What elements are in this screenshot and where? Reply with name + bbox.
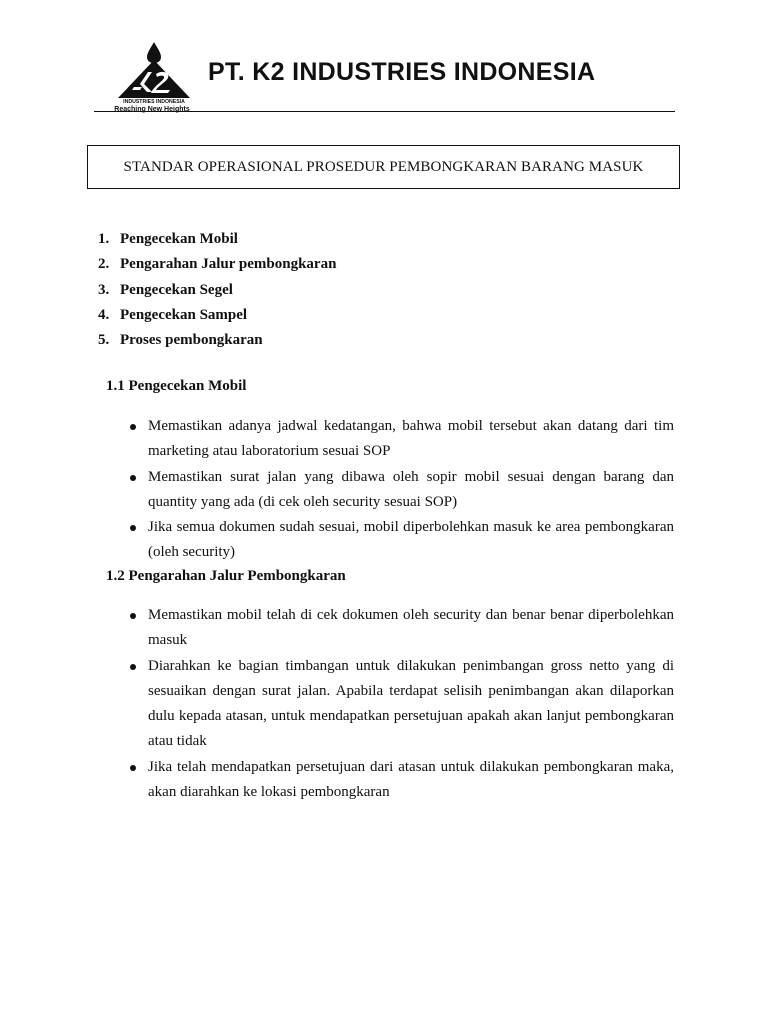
step-number: 4. <box>98 307 110 324</box>
bullet-icon <box>130 424 136 430</box>
step-number: 3. <box>98 281 110 298</box>
list-item <box>128 414 674 465</box>
header-divider <box>94 111 675 112</box>
list-item <box>128 603 674 654</box>
section-heading-pengecekan-mobil: 1.1 Pengecekan Mobil <box>106 378 247 394</box>
k2-logo-icon <box>104 40 200 114</box>
step-item <box>98 278 336 303</box>
bullet-text: Memastikan surat jalan yang dibawa oleh sopir mobil sesuai dengan barang dan quantity yang ada (di cek oleh security sesuai SOP) <box>148 468 674 510</box>
bullet-icon <box>130 525 136 531</box>
step-label: Pengarahan Jalur pembongkaran <box>120 256 337 273</box>
bullet-text: Jika semua dokumen sudah sesuai, mobil diperbolehkan masuk ke area pembongkaran (oleh security) <box>148 519 674 561</box>
list-item <box>128 465 674 516</box>
step-item <box>98 227 336 252</box>
bullet-icon <box>130 475 136 481</box>
section-1-bullet-list <box>128 414 674 566</box>
step-item <box>98 328 336 353</box>
step-label: Pengecekan Sampel <box>120 307 248 324</box>
step-label: Pengecekan Segel <box>120 281 233 298</box>
bullet-icon <box>130 664 136 670</box>
step-number: 5. <box>98 332 110 349</box>
step-number: 1. <box>98 231 110 248</box>
bullet-icon <box>130 765 136 771</box>
step-item <box>98 303 336 328</box>
list-item <box>128 515 674 566</box>
bullet-icon <box>130 613 136 619</box>
step-label: Pengecekan Mobil <box>120 231 238 248</box>
step-item <box>98 252 336 277</box>
list-item <box>128 755 674 806</box>
bullet-text: Jika telah mendapatkan persetujuan dari atasan untuk dilakukan pembongkaran maka, akan diarahkan ke lokasi pembongkaran <box>148 758 674 801</box>
document-title-box <box>87 145 680 189</box>
bullet-text: Memastikan mobil telah di cek dokumen oleh security dan benar benar diperbolehkan masuk <box>148 607 674 649</box>
bullet-text: Memastikan adanya jadwal kedatangan, bahwa mobil tersebut akan datang dari tim marketing atau laboratorium sesuai SOP <box>148 418 674 460</box>
step-label: Proses pembongkaran <box>120 332 263 349</box>
bullet-text: Diarahkan ke bagian timbangan untuk dilakukan penimbangan gross netto yang di sesuaikan dengan surat jalan. Apabila terdapat selisih penimbangan akan dilaporkan dulu kepada atasan, untuk mendapatkan persetujuan apakah akan lanjut pembongkaran atau tidak <box>148 657 674 750</box>
section-heading-pengarahan-jalur: 1.2 Pengarahan Jalur Pembongkaran <box>106 568 346 584</box>
step-number: 2. <box>98 256 110 273</box>
company-name: PT. K2 INDUSTRIES INDONESIA <box>208 58 596 86</box>
list-item <box>128 654 674 755</box>
logo-text: INDUSTRIES INDONESIA <box>123 99 185 105</box>
document-title: STANDAR OPERASIONAL PROSEDUR PEMBONGKARAN BARANG MASUK <box>123 158 644 175</box>
logo-tagline: Reaching New Heights <box>114 106 190 113</box>
procedure-steps-list <box>98 227 336 353</box>
section-2-bullet-list <box>128 603 674 805</box>
